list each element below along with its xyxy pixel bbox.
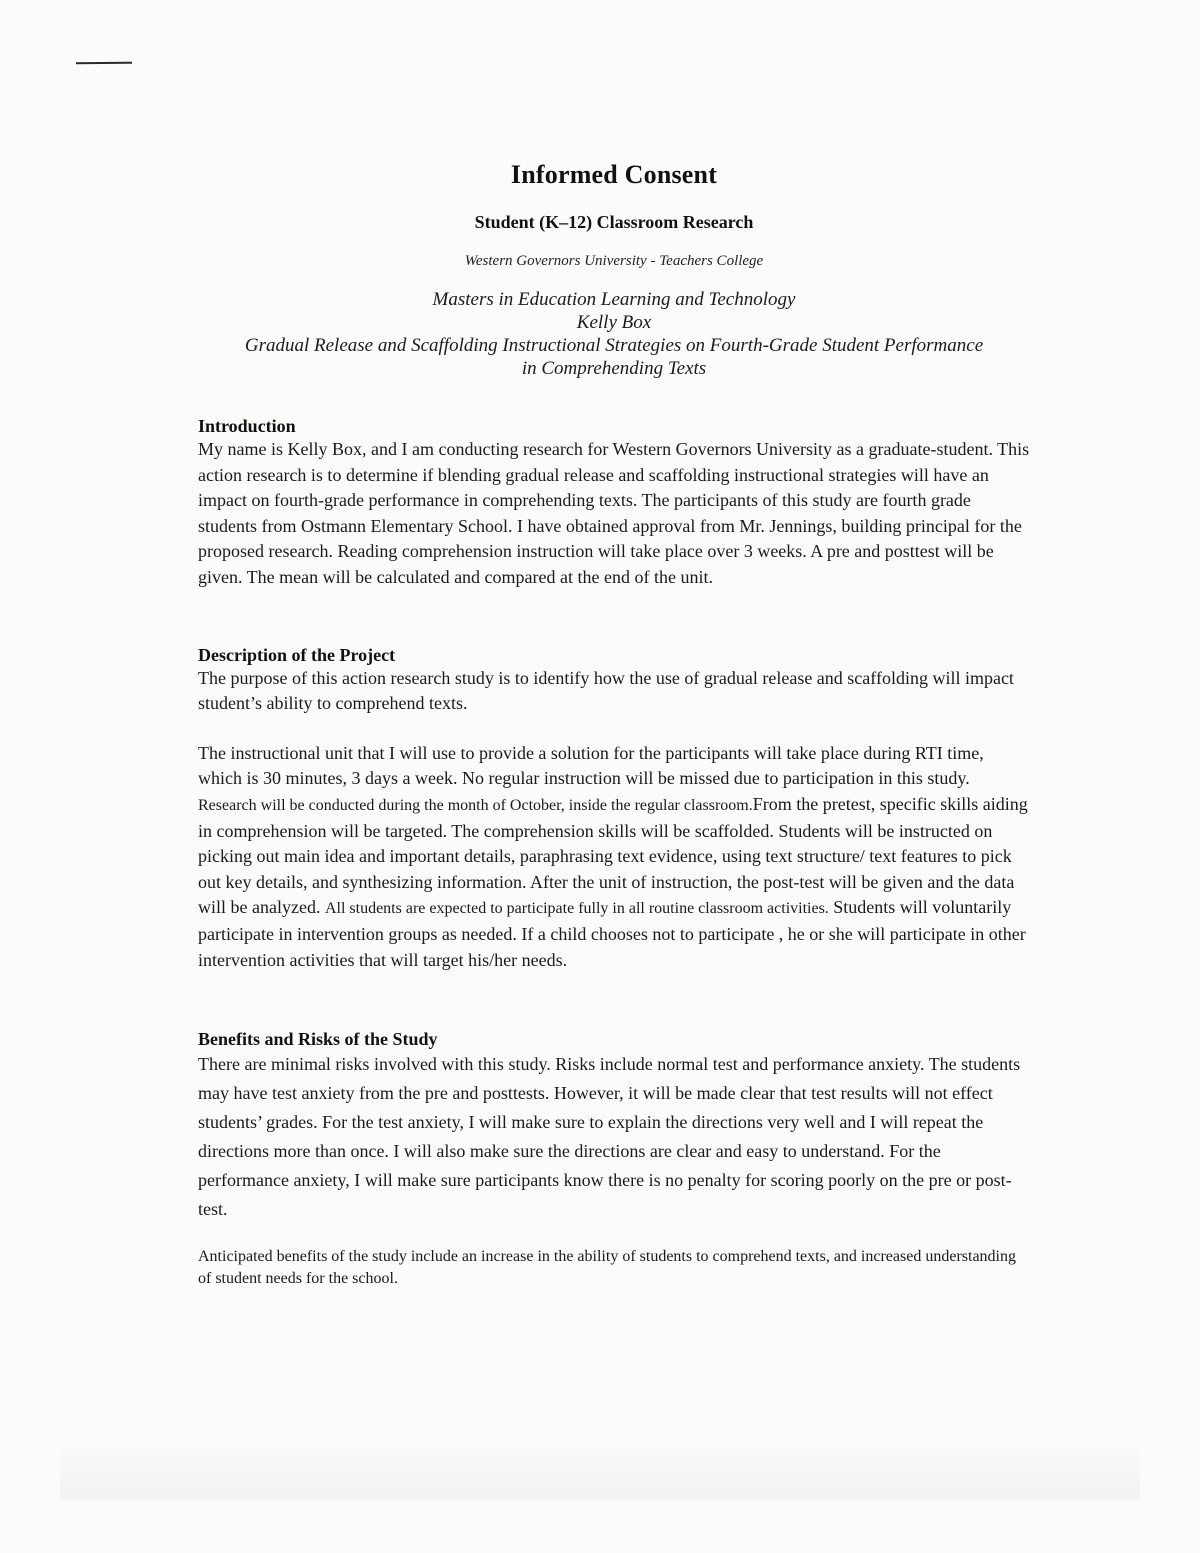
introduction-heading: Introduction: [198, 416, 296, 436]
document-subtitle: Student (K–12) Classroom Research: [474, 212, 754, 232]
description-body-2a: The instructional unit that I will use to provide a solution for the participants will take place during RTI time, which is 30 minutes, 3 days a week. No regular instruction will be missed due to participation in this study.: [198, 742, 984, 789]
description-body-2c: From the pretest, specific skills aiding in comprehension will be targeted. The comprehension skills will be scaffolded. Students will be instructed on picking out main idea and important details, paraphrasing text evidence, using text structure/ text features to pick out key details, and synthesizing information. After the unit of instruction, the post-test will be given and the data will be analyzed.: [198, 793, 1028, 918]
description-body-1: The purpose of this action research study is to identify how the use of gradual release and scaffolding will impact student’s ability to comprehend texts.: [198, 667, 1014, 714]
introduction-body: My name is Kelly Box, and I am conducting research for Western Governors University as a graduate-student. This action research is to determine if blending gradual release and scaffolding instructional strategies will have an impact on fourth-grade performance in comprehending texts. The participants of this study are fourth grade students from Ostmann Elementary School. I have obtained approval from Mr. Jennings, building principal for the proposed research. Reading comprehension instruction will take place over 3 weeks. A pre and posttest will be given. The mean will be calculated and compared at the end of the unit.: [198, 439, 1030, 587]
description-section: [198, 645, 1030, 974]
description-body-2e: Students will voluntarily participate in intervention groups as needed. If a child chooses not to participate , he or she will participate in other intervention activities that will target his/her needs.: [198, 897, 1026, 970]
description-body-2b: Research will be conducted during the month of October, inside the regular classroom.: [198, 796, 753, 814]
scan-shadow: [60, 1440, 1140, 1500]
study-title-line-2: in Comprehending Texts: [521, 358, 707, 379]
description-body-2d: All students are expected to participate fully in all routine classroom activities.: [324, 900, 829, 918]
study-meta: [198, 288, 1030, 380]
margin-pen-mark: [76, 62, 132, 65]
program-name: Masters in Education Learning and Technology: [432, 289, 796, 310]
benefits-heading: Benefits and Risks of the Study: [198, 1029, 438, 1050]
introduction-section: [198, 416, 1030, 591]
author-name: Kelly Box: [576, 312, 652, 333]
institution-name: Western Governors University - Teachers College: [464, 253, 764, 269]
description-heading: Description of the Project: [198, 644, 396, 665]
benefits-body-1: There are minimal risks involved with this study. Risks include normal test and performance anxiety. The students may have test anxiety from the pre and posttests. However, it will be made clear that test results will not effect students’ grades. For the test anxiety, I will make sure to explain the directions very well and I will repeat the directions more than once. I will also make sure the directions are clear and easy to understand. For the performance anxiety, I will make sure participants know there is no penalty for scoring poorly on the pre or post-test.: [198, 1054, 1021, 1220]
benefits-section: [198, 1029, 1030, 1290]
page-title: Informed Consent: [510, 160, 718, 189]
description-body-2: [198, 741, 1030, 973]
benefits-body-2: Anticipated benefits of the study include an increase in the ability of students to comprehend texts, and increased understanding of student needs for the school.: [198, 1248, 1016, 1288]
study-title-line-1: Gradual Release and Scaffolding Instructional Strategies on Fourth-Grade Student Performance: [244, 335, 984, 356]
consent-document: [198, 150, 1030, 1290]
